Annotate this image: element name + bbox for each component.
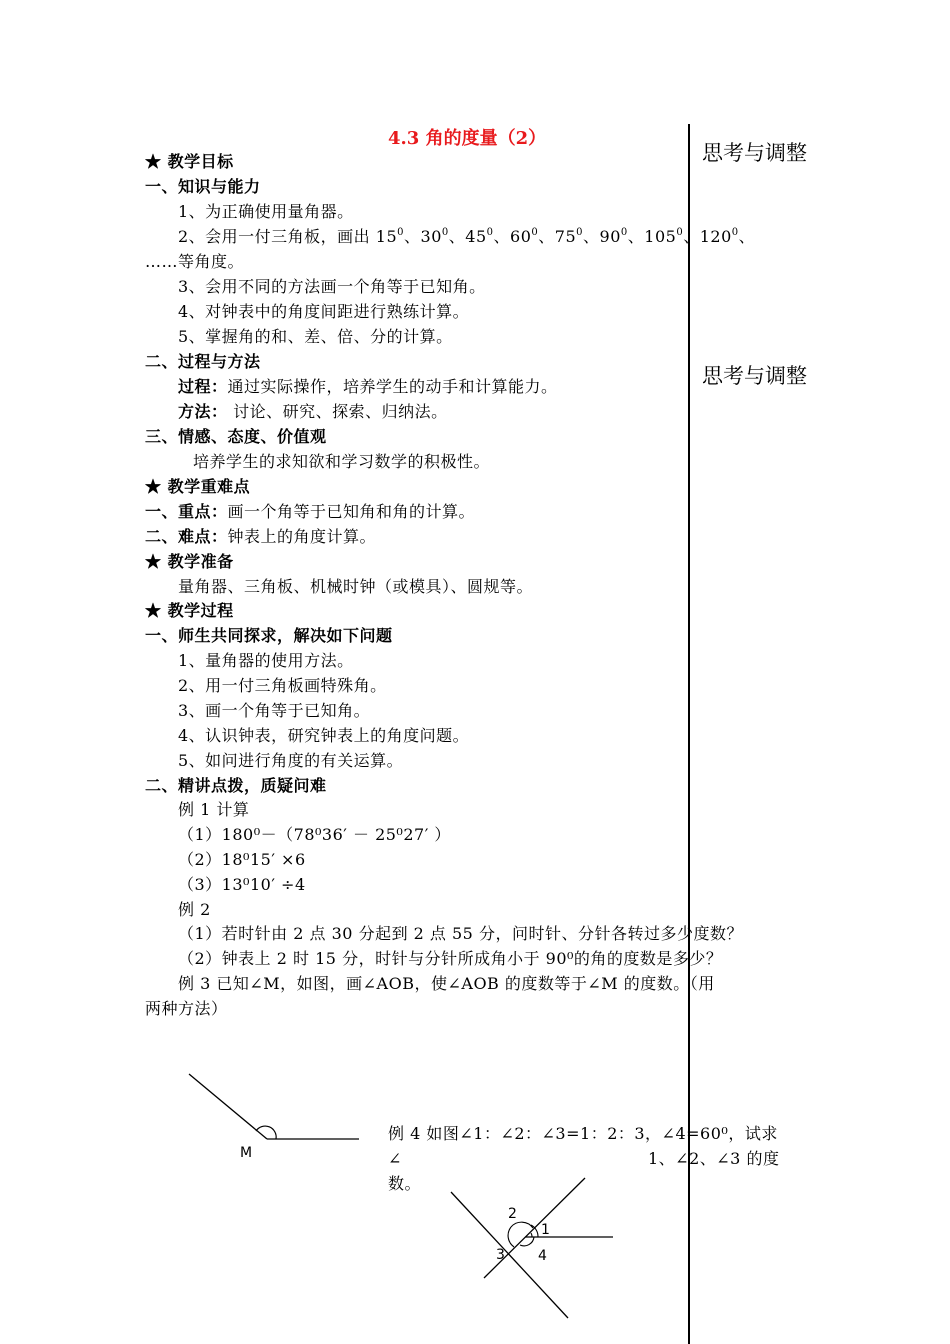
- attitude-text: 培养学生的求知欲和学习数学的积极性。: [193, 452, 491, 471]
- example-4-line-2b: 1、∠2、∠3 的度: [648, 1149, 780, 1168]
- examples-section-heading: 二、精讲点拨，质疑问难: [145, 776, 327, 795]
- intersecting-lines-figure: [440, 1178, 640, 1318]
- difficulty-line: 二、难点：钟表上的角度计算。: [145, 527, 377, 546]
- angle-m-figure: [180, 1068, 380, 1168]
- example-4-line-2a: ∠: [388, 1149, 402, 1168]
- side-note-heading-1: 思考与调整: [702, 141, 807, 165]
- example-1-item-3: （3）13⁰10′ ÷4: [178, 875, 306, 894]
- objective-item-3: 3、会用不同的方法画一个角等于已知角。: [178, 277, 486, 296]
- example-1-title: 例 1 计算: [178, 800, 250, 819]
- explore-item-5: 5、如问进行角度的有关运算。: [178, 751, 404, 770]
- angle-4-label: 4: [538, 1248, 547, 1264]
- objectives-heading: ★ 教学目标: [145, 152, 234, 171]
- example-3-line-2: 两种方法）: [145, 999, 228, 1018]
- explore-section-heading: 一、师生共同探求，解决如下问题: [145, 626, 393, 645]
- teaching-process-heading: ★ 教学过程: [145, 601, 234, 620]
- explore-item-3: 3、画一个角等于已知角。: [178, 701, 371, 720]
- example-1-item-1: （1）180⁰－（78⁰36′ － 25⁰27′ ）: [178, 825, 451, 844]
- side-note-heading-2: 思考与调整: [702, 364, 807, 388]
- example-1-item-2: （2）18⁰15′ ×6: [178, 850, 306, 869]
- attitude-heading: 三、情感、态度、价值观: [145, 427, 327, 446]
- explore-item-1: 1、量角器的使用方法。: [178, 651, 354, 670]
- method-line: 方法： 讨论、研究、探索、归纳法。: [178, 402, 448, 421]
- knowledge-section-heading: 一、知识与能力: [145, 177, 261, 196]
- objective-item-1: 1、为正确使用量角器。: [178, 202, 354, 221]
- angle-3-label: 3: [496, 1247, 505, 1263]
- angle-m-label: M: [240, 1145, 253, 1161]
- explore-item-2: 2、用一付三角板画特殊角。: [178, 676, 387, 695]
- objective-item-5: 5、掌握角的和、差、倍、分的计算。: [178, 327, 453, 346]
- example-2-item-2: （2）钟表上 2 时 15 分，时针与分针所成角小于 90⁰的角的度数是多少？: [178, 949, 723, 968]
- objective-item-2-continued: ……等角度。: [145, 252, 245, 271]
- key-points-heading: ★ 教学重难点: [145, 477, 251, 496]
- explore-item-4: 4、认识钟表，研究钟表上的角度问题。: [178, 726, 470, 745]
- process-line: 过程：通过实际操作，培养学生的动手和计算能力。: [178, 377, 558, 396]
- example-2-title: 例 2: [178, 900, 211, 919]
- angle-2-label: 2: [508, 1206, 517, 1222]
- process-method-heading: 二、过程与方法: [145, 352, 261, 371]
- example-3-line-1: 例 3 已知∠M，如图，画∠AOB，使∠AOB 的度数等于∠M 的度数。（用: [178, 974, 715, 993]
- lesson-title: 4.3 角的度量（2）: [388, 128, 547, 149]
- example-2-item-1: （1）若时针由 2 点 30 分起到 2 点 55 分，问时针、分针各转过多少度数？: [178, 924, 743, 943]
- example-4-line-1: 例 4 如图∠1：∠2：∠3=1：2：3，∠4=60⁰，试求: [388, 1124, 778, 1143]
- objective-item-4: 4、对钟表中的角度间距进行熟练计算。: [178, 302, 470, 321]
- preparation-heading: ★ 教学准备: [145, 552, 234, 571]
- angle-1-label: 1: [541, 1222, 550, 1238]
- objective-item-2: 2、会用一付三角板，画出 $15^0$、$30^0$、$45^0$、$60^0$、$75^0$、$90^0$、$105^0$、$120^0$、: [178, 227, 756, 246]
- preparation-text: 量角器、三角板、机械时钟（或模具）、圆规等。: [178, 577, 534, 596]
- key-point-line: 一、重点：画一个角等于已知角和角的计算。: [145, 502, 476, 521]
- example-4-line-3: 数。: [388, 1174, 422, 1193]
